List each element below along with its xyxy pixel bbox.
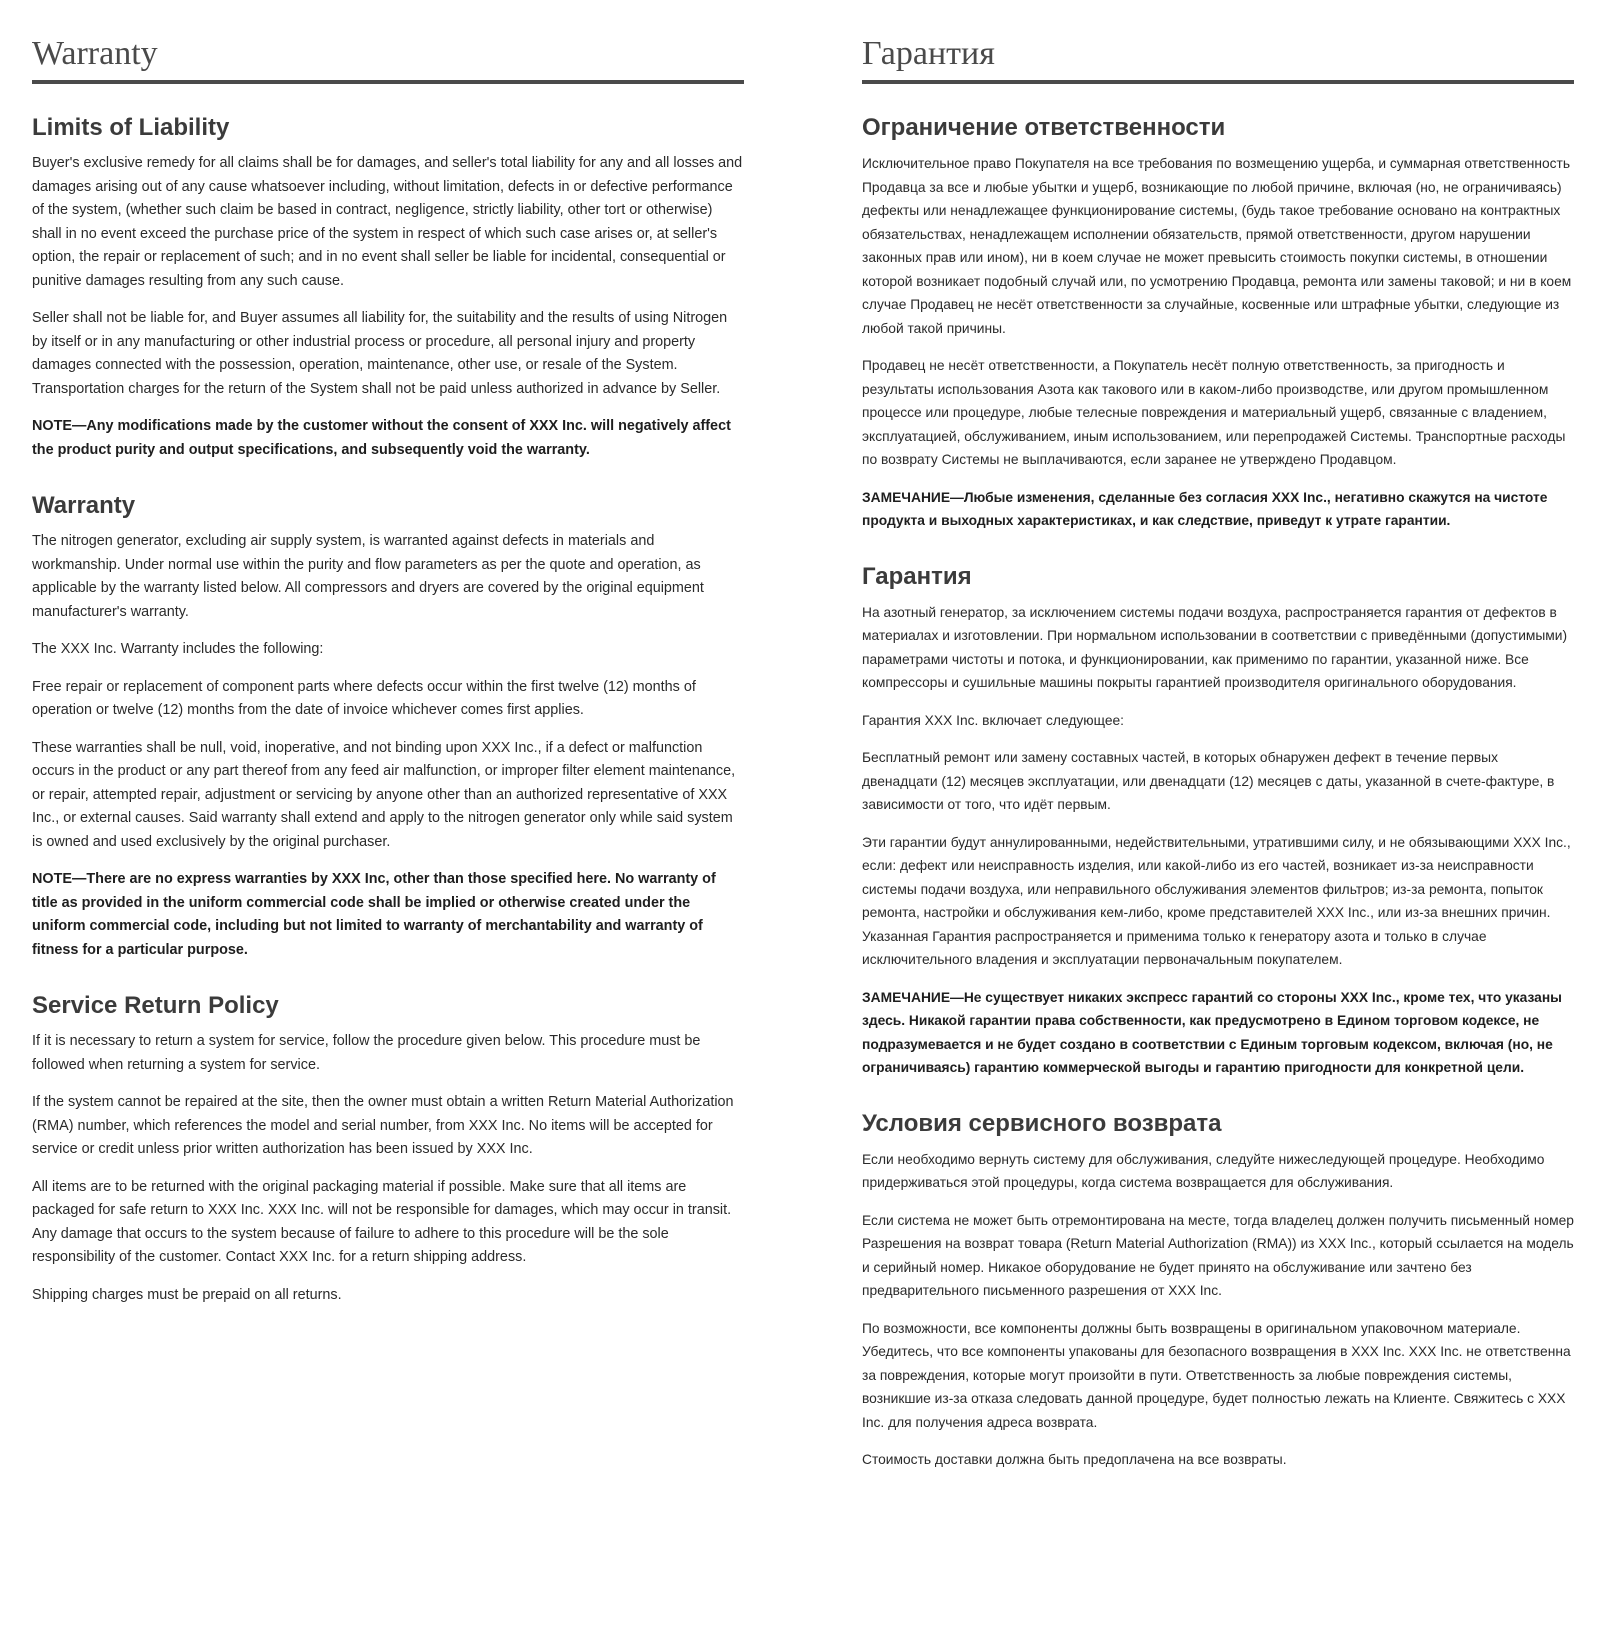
paragraph: Эти гарантии будут аннулированными, недействительными, утратившими силу, и не обязывающими XXX Inc., если: дефект или неисправность изделия, или какой-либо из его частей, возникает из-за неисправности системы подачи воздуха, или неправильного обслуживания элементов фильтров; из-за ремонта, попыток ремонта, настройки и обслуживания кем-либо, кроме представителей XXX Inc., или из-за внешних причин. Указанная Гарантия распространяется и применима только к генератору азота и только в случае исключительного владения и эксплуатации первоначальным покупателем. <box>862 834 1571 967</box>
paragraph: Продавец не несёт ответственности, а Покупатель несёт полную ответственность, за пригодность и результаты использования Азота как такового или в каком-либо производстве, или другом промышленном процессе или процедуре, любые телесные повреждения и материальный ущерб, связанные с владением, эксплуатацией, обслуживанием, иным использованием, или перепродажей Системы. Транспортные расходы по возврату Системы не выплачиваются, если заранее не утверждено Продавцом. <box>862 358 1566 467</box>
section-warranty <box>32 490 744 962</box>
note-paragraph: NOTE—Any modifications made by the customer without the consent of XXX Inc. will negatively affect the product purity and output specifications, and subsequently void the warranty. <box>32 418 731 458</box>
section-service-return-policy-ru <box>862 1108 1574 1472</box>
section-heading: Service Return Policy <box>32 992 279 1019</box>
paragraph: Seller shall not be liable for, and Buyer assumes all liability for, the suitability and the results of using Nitrogen by itself or in any manufacturing or other industrial process or procedure, all personal injury and property damages connected with the possession, operation, maintenance, other use, or resale of the System. Transportation charges for the return of the System shall not be paid unless authorized in advance by Seller. <box>32 310 728 397</box>
paragraph: These warranties shall be null, void, inoperative, and not binding upon XXX Inc., if a defect or malfunction occurs in the product or any part thereof from any feed air malfunction, or improper filter element maintenance, or repair, attempted repair, adjustment or servicing by anyone other than an authorized representative of XXX Inc., or external causes. Said warranty shall extend and apply to the nitrogen generator only while said system is owned and used exclusively by the original purchaser. <box>32 739 736 850</box>
paragraph: Бесплатный ремонт или замену составных частей, в которых обнаружен дефект в течение первых двенадцати (12) месяцев эксплуатации, или двенадцати (12) месяцев с даты, указанной в счете-фактуре, в зависимости от того, что идёт первым. <box>862 750 1555 812</box>
paragraph: All items are to be returned with the original packaging material if possible. Make sure that all items are packaged for safe return to XXX Inc. XXX Inc. will not be responsible for damages, which may occur in transit. Any damage that occurs to the system because of failure to adhere to this procedure will be the sole responsibility of the customer. Contact XXX Inc. for a return shipping address. <box>32 1178 732 1265</box>
russian-column <box>862 28 1574 1486</box>
paragraph: Если система не может быть отремонтирована на месте, тогда владелец должен получить письменный номер Разрешения на возврат товара (Return Material Authorization (RMA)) из XXX Inc., который ссылается на модель и серийный номер. Никакое оборудование не будет принято на обслуживание или зачтено без предварительного письменного разрешения от XXX Inc. <box>862 1212 1574 1298</box>
paragraph: Если необходимо вернуть систему для обслуживания, следуйте нижеследующей процедуре. Необходимо придерживаться этой процедуры, когда система возвращается для обслуживания. <box>862 1151 1545 1190</box>
paragraph: По возможности, все компоненты должны быть возвращены в оригинальном упаковочном материале. Убедитесь, что все компоненты упакованы для безопасного возвращения в XXX Inc. XXX Inc. не ответственна за повреждения, которые могут произойти в пути. Ответственность за любые повреждения системы, возникшие из-за отказа следовать данной процедуре, будет полностью лежать на Клиенте. Свяжитесь с XXX Inc. для получения адреса возврата. <box>862 1320 1571 1430</box>
paragraph: Исключительное право Покупателя на все требования по возмещению ущерба, и суммарная ответственность Продавца за все и любые убытки и ущерб, возникающие по любой причине, включая (но, не ограничиваясь) дефекты или ненадлежащее функционирование системы, (будь такое требование основано на контрактных обязательствах, ненадлежащем исполнении обязательств, прямой ответственности, другом нарушении законных прав или ином), ни в коем случае не может превысить стоимость покупки системы, в отношении которой возникает подобный случай или, по усмотрению Продавца, ремонта или замены таковой; и ни в коем случае Продавец не несёт ответственности за случайные, косвенные или штрафные убытки, следующие из любой такой причины. <box>862 156 1572 336</box>
section-heading: Условия сервисного возврата <box>862 1109 1222 1137</box>
paragraph: Стоимость доставки должна быть предоплачена на все возвраты. <box>862 1452 1287 1467</box>
english-column <box>32 28 744 1321</box>
page-title: Гарантия <box>862 28 1574 84</box>
paragraph: If the system cannot be repaired at the site, then the owner must obtain a written Return Material Authorization (RMA) number, which references the model and serial number, from XXX Inc. No items will be accepted for service or credit unless prior written authorization has been issued by XXX Inc. <box>32 1094 734 1157</box>
paragraph: Free repair or replacement of component parts where defects occur within the first twelve (12) months of operation or twelve (12) months from the date of invoice whichever comes first applies. <box>32 678 696 718</box>
note-paragraph: ЗАМЕЧАНИЕ—Любые изменения, сделанные без согласия XXX Inc., негативно скажутся на чистоте продукта и выходных характеристиках, и как следствие, приведут к утрате гарантии. <box>862 489 1548 528</box>
section-service-return-policy <box>32 990 744 1307</box>
paragraph: Гарантия XXX Inc. включает следующее: <box>862 712 1125 728</box>
paragraph: На азотный генератор, за исключением системы подачи воздуха, распространяется гарантия от дефектов в материалах и изготовлении. При нормальном использовании в соответствии с приведёнными (допустимыми) параметрами чистоты и потока, и функционировании, как применимо по гарантии, указанной ниже. Все компрессоры и сушильные машины покрыты гарантией производителя оригинального оборудования. <box>862 604 1568 690</box>
section-heading: Ограничение ответственности <box>862 114 1226 141</box>
section-heading: Limits of Liability <box>32 114 230 141</box>
page-title: Warranty <box>32 28 744 84</box>
paragraph: Shipping charges must be prepaid on all returns. <box>32 1286 342 1303</box>
note-paragraph: NOTE—There are no express warranties by XXX Inc, other than those specified here. No warranty of title as provided in the uniform commercial code shall be implied or otherwise created under the uniform commercial code, including but not limited to warranty of merchantability and warranty of fitness for a particular purpose. <box>32 871 716 958</box>
section-limits-of-liability-ru <box>862 112 1574 533</box>
section-warranty-ru <box>862 561 1574 1080</box>
paragraph: Buyer's exclusive remedy for all claims shall be for damages, and seller's total liability for any and all losses and damages arising out of any cause whatsoever including, without limitation, defects in or defective performance of the system, (whether such claim be based in contract, negligence, strictly liability, other tort or otherwise) shall in no event exceed the purchase price of the system in respect of which such case arises or, at seller's option, the repair or replacement of such; and in no event shall seller be liable for incidental, consequential or punitive damages resulting from any such cause. <box>32 155 743 289</box>
section-limits-of-liability <box>32 112 744 462</box>
paragraph: The nitrogen generator, excluding air supply system, is warranted against defects in materials and workmanship. Under normal use within the purity and flow parameters as per the quote and operation, as applicable by the warranty listed below. All compressors and dryers are covered by the original equipment manufacturer's warranty. <box>32 533 704 620</box>
paragraph: The XXX Inc. Warranty includes the following: <box>32 641 324 657</box>
note-paragraph: ЗАМЕЧАНИЕ—Не существует никаких экспресс гарантий со стороны XXX Inc., кроме тех, что указаны здесь. Никакой гарантии права собственности, как предусмотрено в Едином торговом кодексе, не подразумевается и не будет создано в соответствии с Единым торговым кодексом, включая (но, не ограничиваясь) гарантию коммерческой выгоды и гарантию пригодности для конкретной цели. <box>862 989 1562 1075</box>
paragraph: If it is necessary to return a system for service, follow the procedure given below. This procedure must be followed when returning a system for service. <box>32 1033 701 1073</box>
section-heading: Гарантия <box>862 562 972 590</box>
section-heading: Warranty <box>32 492 136 519</box>
